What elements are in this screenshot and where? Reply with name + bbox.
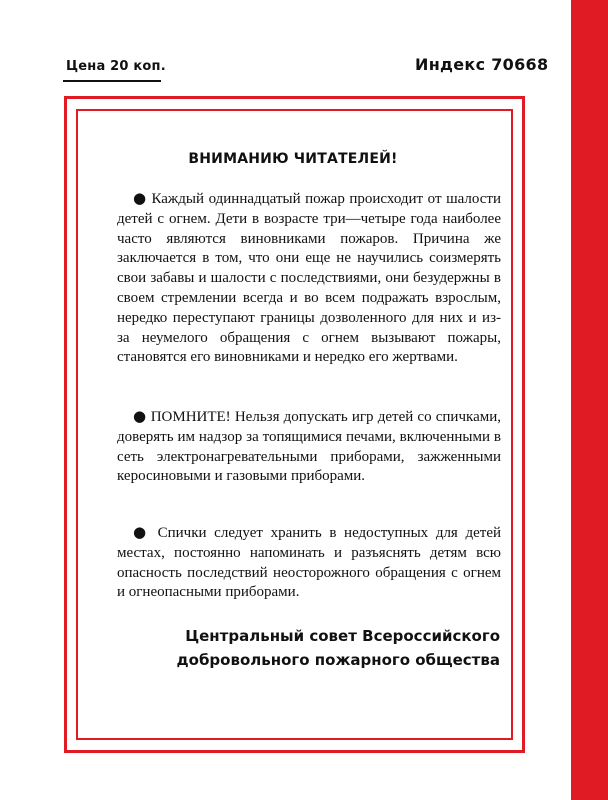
price-underline [63, 80, 161, 82]
notice-paragraph [117, 407, 501, 487]
signature-line: Центральный совет Всероссийского [185, 627, 500, 645]
paragraph-text: Спички следует хранить в недоступных для детей местах, постоянно напоминать и разъяснять детям всю опасность последствий неосторожного обращения с огнем и огнеопасными приборами. [117, 525, 502, 601]
bullet-icon: ● [133, 523, 150, 541]
price-label: Цена 20 коп. [66, 59, 166, 74]
paragraph-text: Каждый одиннадцатый пожар происходит от шалости детей с огнем. Дети в возрасте три—четыре года наиболее часто являются виновниками пожаров. Причина же заключается в том, что они еще не научились соизмерять свои забавы и шалости с последствиями, они безудержны в своем стремлении всегда и во всем подражать взрослым, нередко переступают границы дозволенного для них и из-за неумелого обращения с огнем вызывают пожары, становятся его виновниками и нередко его жертвами. [117, 191, 502, 366]
bullet-icon: ● [133, 189, 147, 207]
bullet-icon: ● [133, 407, 147, 425]
index-label: Индекс 70668 [415, 55, 549, 74]
notice-paragraph [117, 189, 501, 368]
paragraph-text: ПОМНИТЕ! Нельзя допускать игр детей со спичками, доверять им надзор за топящимися печами, включенными в сеть электронагревательными приборами, зажженными керосиновыми и газовыми приборами. [117, 409, 501, 485]
signature-block [170, 624, 500, 672]
red-edge-strip [571, 0, 608, 800]
notice-title: ВНИМАНИЮ ЧИТАТЕЛЕЙ! [188, 151, 398, 167]
notice-paragraph [117, 523, 501, 603]
signature-line: добровольного пожарного общества [176, 651, 500, 669]
